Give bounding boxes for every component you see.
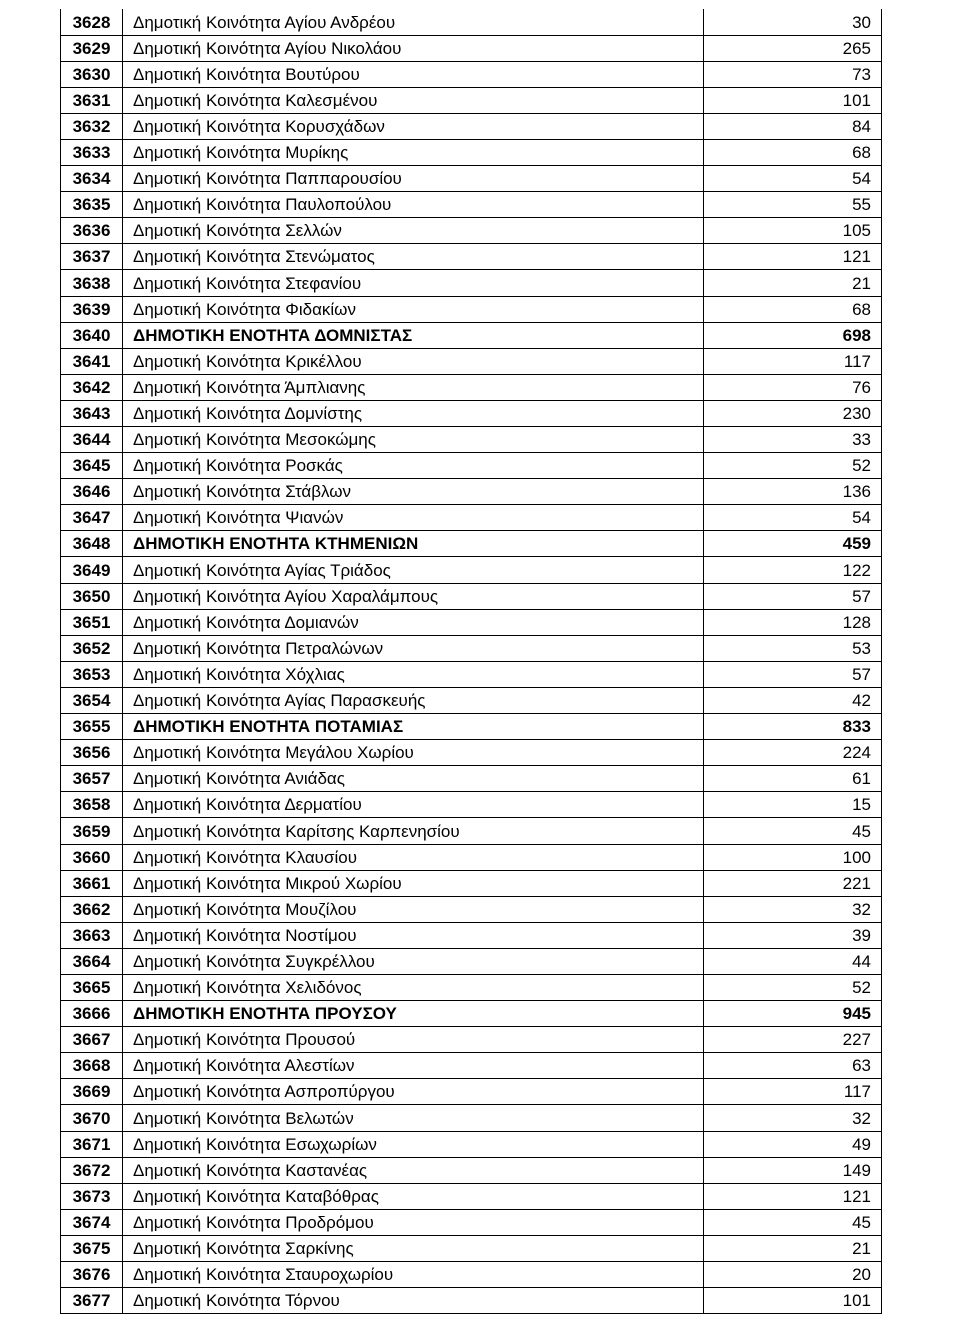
community-name: Δημοτική Κοινότητα Στεφανίου bbox=[123, 270, 704, 296]
community-value: 15 bbox=[704, 792, 882, 818]
row-number: 3653 bbox=[61, 661, 123, 687]
community-value: 230 bbox=[704, 400, 882, 426]
community-value: 21 bbox=[704, 270, 882, 296]
row-number: 3676 bbox=[61, 1262, 123, 1288]
community-value: 117 bbox=[704, 1079, 882, 1105]
row-number: 3643 bbox=[61, 400, 123, 426]
row-number: 3668 bbox=[61, 1053, 123, 1079]
row-number: 3674 bbox=[61, 1209, 123, 1235]
community-name: Δημοτική Κοινότητα Ψιανών bbox=[123, 505, 704, 531]
row-number: 3629 bbox=[61, 35, 123, 61]
community-name: Δημοτική Κοινότητα Σταυροχωρίου bbox=[123, 1262, 704, 1288]
table-row bbox=[61, 609, 882, 635]
row-number: 3633 bbox=[61, 139, 123, 165]
community-value: 101 bbox=[704, 87, 882, 113]
community-value: 265 bbox=[704, 35, 882, 61]
row-number: 3666 bbox=[61, 1001, 123, 1027]
table-row bbox=[61, 1157, 882, 1183]
community-name: Δημοτική Κοινότητα Χελιδόνος bbox=[123, 974, 704, 1000]
community-name: Δημοτική Κοινότητα Αγίας Παρασκευής bbox=[123, 687, 704, 713]
community-value: 52 bbox=[704, 453, 882, 479]
row-number: 3654 bbox=[61, 687, 123, 713]
community-value: 39 bbox=[704, 922, 882, 948]
row-number: 3645 bbox=[61, 453, 123, 479]
community-value: 136 bbox=[704, 479, 882, 505]
community-name: Δημοτική Κοινότητα Τόρνου bbox=[123, 1288, 704, 1314]
row-number: 3632 bbox=[61, 113, 123, 139]
row-number: 3651 bbox=[61, 609, 123, 635]
community-value: 76 bbox=[704, 374, 882, 400]
unit-name: ΔΗΜΟΤΙΚΗ ΕΝΟΤΗΤΑ ΔΟΜΝΙΣΤΑΣ bbox=[123, 322, 704, 348]
community-value: 52 bbox=[704, 974, 882, 1000]
community-name: Δημοτική Κοινότητα Καλεσμένου bbox=[123, 87, 704, 113]
table-row bbox=[61, 740, 882, 766]
table-row bbox=[61, 896, 882, 922]
community-name: Δημοτική Κοινότητα Αγίου Ανδρέου bbox=[123, 9, 704, 35]
community-value: 100 bbox=[704, 844, 882, 870]
community-name: Δημοτική Κοινότητα Δομνίστης bbox=[123, 400, 704, 426]
table-row bbox=[61, 557, 882, 583]
row-number: 3628 bbox=[61, 9, 123, 35]
community-name: Δημοτική Κοινότητα Κορυσχάδων bbox=[123, 113, 704, 139]
community-value: 122 bbox=[704, 557, 882, 583]
community-value: 61 bbox=[704, 766, 882, 792]
community-name: Δημοτική Κοινότητα Χόχλιας bbox=[123, 661, 704, 687]
community-name: Δημοτική Κοινότητα Μικρού Χωρίου bbox=[123, 870, 704, 896]
community-value: 54 bbox=[704, 166, 882, 192]
community-value: 68 bbox=[704, 296, 882, 322]
row-number: 3635 bbox=[61, 192, 123, 218]
table-row bbox=[61, 9, 882, 35]
table-row bbox=[61, 1209, 882, 1235]
row-number: 3667 bbox=[61, 1027, 123, 1053]
community-name: Δημοτική Κοινότητα Αγίου Νικολάου bbox=[123, 35, 704, 61]
community-value: 32 bbox=[704, 1105, 882, 1131]
table-row bbox=[61, 948, 882, 974]
community-value: 63 bbox=[704, 1053, 882, 1079]
table-row bbox=[61, 270, 882, 296]
section-total-row bbox=[61, 531, 882, 557]
table-row bbox=[61, 687, 882, 713]
community-value: 55 bbox=[704, 192, 882, 218]
community-value: 57 bbox=[704, 583, 882, 609]
row-number: 3649 bbox=[61, 557, 123, 583]
unit-total-value: 945 bbox=[704, 1001, 882, 1027]
community-value: 33 bbox=[704, 427, 882, 453]
row-number: 3672 bbox=[61, 1157, 123, 1183]
community-value: 101 bbox=[704, 1288, 882, 1314]
row-number: 3677 bbox=[61, 1288, 123, 1314]
community-name: Δημοτική Κοινότητα Αγίας Τριάδος bbox=[123, 557, 704, 583]
table-row bbox=[61, 974, 882, 1000]
table-row bbox=[61, 1105, 882, 1131]
community-name: Δημοτική Κοινότητα Συγκρέλλου bbox=[123, 948, 704, 974]
unit-name: ΔΗΜΟΤΙΚΗ ΕΝΟΤΗΤΑ ΚΤΗΜΕΝΙΩΝ bbox=[123, 531, 704, 557]
table-row bbox=[61, 1079, 882, 1105]
row-number: 3658 bbox=[61, 792, 123, 818]
row-number: 3636 bbox=[61, 218, 123, 244]
community-name: Δημοτική Κοινότητα Αλεστίων bbox=[123, 1053, 704, 1079]
row-number: 3656 bbox=[61, 740, 123, 766]
community-value: 128 bbox=[704, 609, 882, 635]
row-number: 3639 bbox=[61, 296, 123, 322]
row-number: 3664 bbox=[61, 948, 123, 974]
table-row bbox=[61, 661, 882, 687]
table-row bbox=[61, 453, 882, 479]
community-name: Δημοτική Κοινότητα Στενώματος bbox=[123, 244, 704, 270]
table-row bbox=[61, 166, 882, 192]
community-value: 49 bbox=[704, 1131, 882, 1157]
row-number: 3650 bbox=[61, 583, 123, 609]
table-row bbox=[61, 1235, 882, 1261]
row-number: 3675 bbox=[61, 1235, 123, 1261]
table-row bbox=[61, 792, 882, 818]
unit-total-value: 698 bbox=[704, 322, 882, 348]
community-value: 44 bbox=[704, 948, 882, 974]
community-value: 121 bbox=[704, 1183, 882, 1209]
table-row bbox=[61, 766, 882, 792]
community-name: Δημοτική Κοινότητα Παππαρουσίου bbox=[123, 166, 704, 192]
community-value: 54 bbox=[704, 505, 882, 531]
table-body bbox=[61, 9, 882, 1314]
table-row bbox=[61, 348, 882, 374]
row-number: 3669 bbox=[61, 1079, 123, 1105]
row-number: 3659 bbox=[61, 818, 123, 844]
row-number: 3637 bbox=[61, 244, 123, 270]
community-name: Δημοτική Κοινότητα Καταβόθρας bbox=[123, 1183, 704, 1209]
community-name: Δημοτική Κοινότητα Βουτύρου bbox=[123, 61, 704, 87]
community-name: Δημοτική Κοινότητα Ροσκάς bbox=[123, 453, 704, 479]
row-number: 3648 bbox=[61, 531, 123, 557]
table-row bbox=[61, 479, 882, 505]
community-value: 45 bbox=[704, 1209, 882, 1235]
row-number: 3646 bbox=[61, 479, 123, 505]
row-number: 3661 bbox=[61, 870, 123, 896]
community-name: Δημοτική Κοινότητα Δομιανών bbox=[123, 609, 704, 635]
row-number: 3671 bbox=[61, 1131, 123, 1157]
table-row bbox=[61, 244, 882, 270]
table-row bbox=[61, 818, 882, 844]
community-name: Δημοτική Κοινότητα Παυλοπούλου bbox=[123, 192, 704, 218]
row-number: 3644 bbox=[61, 427, 123, 453]
community-value: 84 bbox=[704, 113, 882, 139]
table-row bbox=[61, 1262, 882, 1288]
community-value: 42 bbox=[704, 687, 882, 713]
community-value: 57 bbox=[704, 661, 882, 687]
table-row bbox=[61, 400, 882, 426]
table-row bbox=[61, 1183, 882, 1209]
table-row bbox=[61, 374, 882, 400]
community-value: 32 bbox=[704, 896, 882, 922]
community-name: Δημοτική Κοινότητα Μυρίκης bbox=[123, 139, 704, 165]
table-row bbox=[61, 192, 882, 218]
row-number: 3660 bbox=[61, 844, 123, 870]
table-row bbox=[61, 1131, 882, 1157]
row-number: 3665 bbox=[61, 974, 123, 1000]
community-name: Δημοτική Κοινότητα Κλαυσίου bbox=[123, 844, 704, 870]
community-name: Δημοτική Κοινότητα Σαρκίνης bbox=[123, 1235, 704, 1261]
row-number: 3655 bbox=[61, 714, 123, 740]
community-name: Δημοτική Κοινότητα Βελωτών bbox=[123, 1105, 704, 1131]
table-row bbox=[61, 113, 882, 139]
community-value: 30 bbox=[704, 9, 882, 35]
row-number: 3652 bbox=[61, 635, 123, 661]
table-row bbox=[61, 35, 882, 61]
table-row bbox=[61, 296, 882, 322]
community-value: 45 bbox=[704, 818, 882, 844]
community-name: Δημοτική Κοινότητα Κρικέλλου bbox=[123, 348, 704, 374]
community-name: Δημοτική Κοινότητα Μουζίλου bbox=[123, 896, 704, 922]
row-number: 3662 bbox=[61, 896, 123, 922]
table-row bbox=[61, 583, 882, 609]
community-name: Δημοτική Κοινότητα Πετραλώνων bbox=[123, 635, 704, 661]
unit-name: ΔΗΜΟΤΙΚΗ ΕΝΟΤΗΤΑ ΠΟΤΑΜΙΑΣ bbox=[123, 714, 704, 740]
community-value: 224 bbox=[704, 740, 882, 766]
community-value: 149 bbox=[704, 1157, 882, 1183]
table-row bbox=[61, 870, 882, 896]
community-name: Δημοτική Κοινότητα Νοστίμου bbox=[123, 922, 704, 948]
community-value: 68 bbox=[704, 139, 882, 165]
section-total-row bbox=[61, 714, 882, 740]
community-name: Δημοτική Κοινότητα Προδρόμου bbox=[123, 1209, 704, 1235]
community-name: Δημοτική Κοινότητα Άμπλιανης bbox=[123, 374, 704, 400]
community-name: Δημοτική Κοινότητα Ανιάδας bbox=[123, 766, 704, 792]
row-number: 3663 bbox=[61, 922, 123, 948]
unit-total-value: 459 bbox=[704, 531, 882, 557]
table-row bbox=[61, 505, 882, 531]
community-value: 73 bbox=[704, 61, 882, 87]
table-row bbox=[61, 218, 882, 244]
row-number: 3673 bbox=[61, 1183, 123, 1209]
data-table bbox=[60, 9, 882, 1314]
table-row bbox=[61, 87, 882, 113]
table-row bbox=[61, 1027, 882, 1053]
community-name: Δημοτική Κοινότητα Φιδακίων bbox=[123, 296, 704, 322]
community-name: Δημοτική Κοινότητα Δερματίου bbox=[123, 792, 704, 818]
community-name: Δημοτική Κοινότητα Μεγάλου Χωρίου bbox=[123, 740, 704, 766]
row-number: 3634 bbox=[61, 166, 123, 192]
table-row bbox=[61, 635, 882, 661]
community-name: Δημοτική Κοινότητα Καρίτσης Καρπενησίου bbox=[123, 818, 704, 844]
row-number: 3670 bbox=[61, 1105, 123, 1131]
community-value: 227 bbox=[704, 1027, 882, 1053]
unit-total-value: 833 bbox=[704, 714, 882, 740]
community-value: 117 bbox=[704, 348, 882, 374]
table-row bbox=[61, 1288, 882, 1314]
row-number: 3640 bbox=[61, 322, 123, 348]
row-number: 3647 bbox=[61, 505, 123, 531]
section-total-row bbox=[61, 322, 882, 348]
row-number: 3657 bbox=[61, 766, 123, 792]
community-value: 53 bbox=[704, 635, 882, 661]
document-page bbox=[60, 9, 881, 1314]
community-value: 121 bbox=[704, 244, 882, 270]
community-name: Δημοτική Κοινότητα Καστανέας bbox=[123, 1157, 704, 1183]
table-row bbox=[61, 139, 882, 165]
community-name: Δημοτική Κοινότητα Ασπροπύργου bbox=[123, 1079, 704, 1105]
community-name: Δημοτική Κοινότητα Σελλών bbox=[123, 218, 704, 244]
table-row bbox=[61, 844, 882, 870]
community-name: Δημοτική Κοινότητα Στάβλων bbox=[123, 479, 704, 505]
table-row bbox=[61, 922, 882, 948]
community-name: Δημοτική Κοινότητα Εσωχωρίων bbox=[123, 1131, 704, 1157]
community-name: Δημοτική Κοινότητα Αγίου Χαραλάμπους bbox=[123, 583, 704, 609]
table-row bbox=[61, 427, 882, 453]
row-number: 3641 bbox=[61, 348, 123, 374]
row-number: 3630 bbox=[61, 61, 123, 87]
community-name: Δημοτική Κοινότητα Προυσού bbox=[123, 1027, 704, 1053]
community-name: Δημοτική Κοινότητα Μεσοκώμης bbox=[123, 427, 704, 453]
community-value: 105 bbox=[704, 218, 882, 244]
row-number: 3642 bbox=[61, 374, 123, 400]
unit-name: ΔΗΜΟΤΙΚΗ ΕΝΟΤΗΤΑ ΠΡΟΥΣΟΥ bbox=[123, 1001, 704, 1027]
community-value: 21 bbox=[704, 1235, 882, 1261]
table-row bbox=[61, 61, 882, 87]
community-value: 20 bbox=[704, 1262, 882, 1288]
section-total-row bbox=[61, 1001, 882, 1027]
community-value: 221 bbox=[704, 870, 882, 896]
row-number: 3638 bbox=[61, 270, 123, 296]
table-row bbox=[61, 1053, 882, 1079]
row-number: 3631 bbox=[61, 87, 123, 113]
